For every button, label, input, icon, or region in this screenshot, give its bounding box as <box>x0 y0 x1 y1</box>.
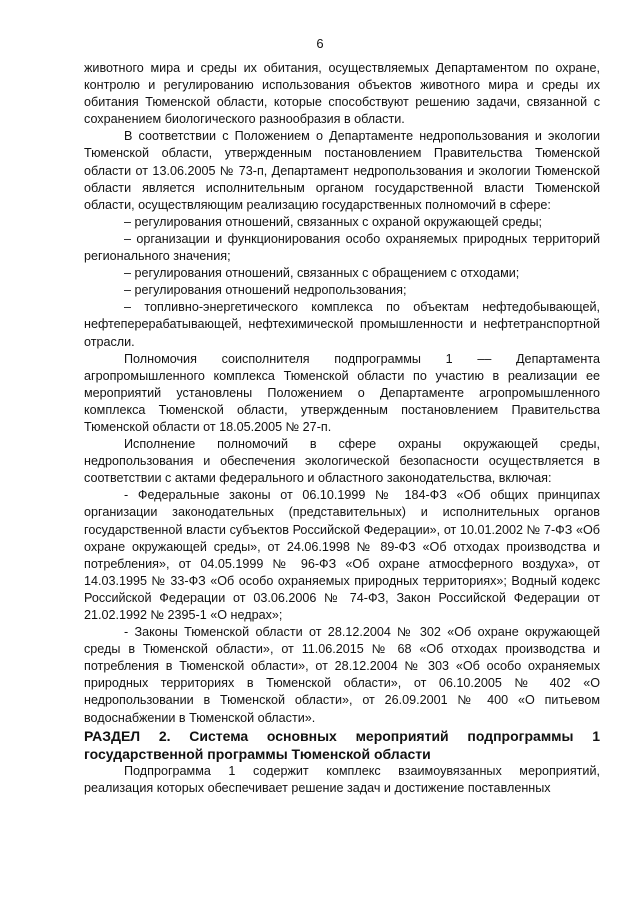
list-item-environment: – регулирования отношений, связанных с охраной окружающей среды; <box>124 214 542 229</box>
section-heading: РАЗДЕЛ 2. Система основных мероприятий подпрограммы 1 государственной программы Тюменской области <box>84 727 600 762</box>
list-item-fuel-energy: – топливно-энергетического комплекса по объектам нефтедобывающей, нефтеперерабатывающей, нефтехимической промышленности и нефтетранспортной отрасли. <box>84 300 600 349</box>
paragraph-regional-laws: - Законы Тюменской области от 28.12.2004 № 302 «Об охране окружающей среды в Тюменской области», от 11.06.2015 № 68 «Об отходах производства и потребления в Тюменской области», от 28.12.2004 № 303 «Об особо охраняемых природных территориях в Тюменской области», от 06.10.2005 № 402 «О недропользовании в Тюменской области», от 26.09.2001 № 400 «О питьевом водоснабжении в Тюменской области». <box>84 625 600 725</box>
document-body <box>84 60 600 797</box>
list-item-protected-areas: – организации и функционирования особо охраняемых природных территорий регионального значения; <box>84 231 600 264</box>
list-item-waste: – регулирования отношений, связанных с обращением с отходами; <box>124 266 520 281</box>
paragraph-federal-laws: - Федеральные законы от 06.10.1999 № 184-ФЗ «Об общих принципах организации законодательных (представительных) и исполнительных органов государственной власти субъектов Российской Федерации», от 10.01.2002 № 7-ФЗ «Об охране окружающей среды», от 24.06.1998 № 89-ФЗ «Об отходах производства и потребления», от 04.05.1999 № 96-ФЗ «Об охране атмосферного воздуха», от 14.03.1995 № 33-ФЗ «Об особо охраняемых природных территориях»; Водный кодекс Российской Федерации от 03.06.2006 № 74-ФЗ, Закон Российской Федерации от 21.02.1992 № 2395-1 «О недрах»; <box>84 488 600 622</box>
paragraph-department-regulation: В соответствии с Положением о Департаменте недропользования и экологии Тюменской области, утвержденным постановлением Правительства Тюменской области от 13.06.2005 № 73-п, Департамент недропользования и экологии Тюменской области является исполнительным органом государственной власти Тюменской области, осуществляющим реализацию государственных полномочий в сфере: <box>84 129 600 212</box>
paragraph-legislation: Исполнение полномочий в сфере охраны окружающей среды, недропользования и обеспечения экологической безопасности осуществляется в соответствии с актами федерального и областного законодательства, включая: <box>84 437 600 486</box>
paragraph-subprogram: Подпрограмма 1 содержит комплекс взаимоувязанных мероприятий, реализация которых обеспечивает решение задач и достижение поставленных <box>84 763 600 795</box>
paragraph-coexecutor: Полномочия соисполнителя подпрограммы 1 –– Департамента агропромышленного комплекса Тюменской области по участию в реализации ее мероприятий установлены Положением о Департаменте агропромышленного комплекса Тюменской области, утвержденным постановлением Правительства Тюменской области от 18.05.2005 № 27-п. <box>84 351 600 434</box>
list-item-subsoil: – регулирования отношений недропользования; <box>124 283 407 298</box>
paragraph-continuation: животного мира и среды их обитания, осуществляемых Департаментом по охране, контролю и регулированию использования объектов животного мира и среды их обитания Тюменской области, которые способствуют решению задачи, связанной с сохранением биологического разнообразия в области. <box>84 61 600 127</box>
page-number: 6 <box>316 36 324 51</box>
